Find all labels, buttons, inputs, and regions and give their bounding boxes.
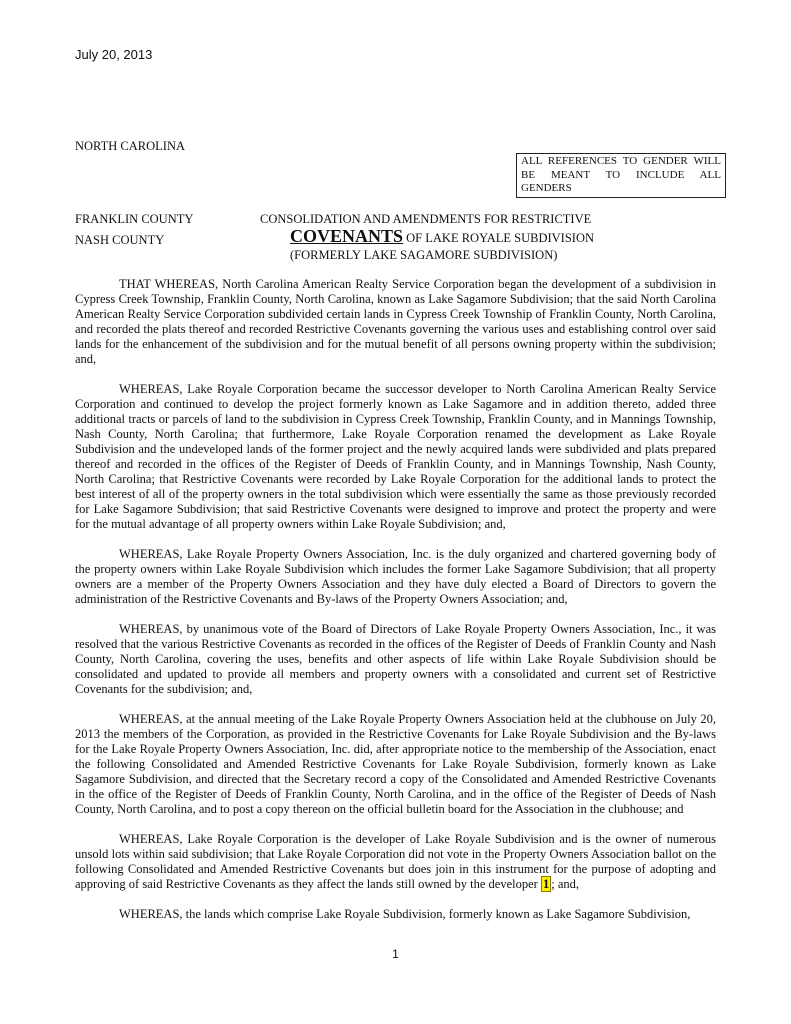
document-body [75,277,716,937]
title-line-2 [290,226,594,247]
paragraph: WHEREAS, Lake Royale Corporation became the successor developer to North Carolina American Realty Service Corporation and continued to develop the project formerly known as Lake Sagamore and in addition thereto, added three additional tracts or parcels of land to the subdivision in Cypress Creek Township, Franklin County, and in Mannings Township, Nash County, North Carolina; that furthermore, Lake Royale Corporation renamed the development as Lake Royale Subdivision and the undeveloped lands of the former project and the newly acquired lands were subdivided and plats prepared thereof and recorded in the offices of the Register of Deeds of Franklin County, and in Mannings Township, Nash County, North Carolina; that Restrictive Covenants were recorded by Lake Royale Corporation for the additional lands to protect the best interest of all of the property owners in the total subdivision which were essentially the same as those previously recorded for Lake Sagamore Subdivision; that said Restrictive Covenants were designed to improve and protect the property and were for the mutual advantage of all property owners within Lake Royale Subdivision; and, [75,382,716,531]
highlighted-footnote-marker[interactable]: 1 [542,877,550,891]
title-line-1: CONSOLIDATION AND AMENDMENTS FOR RESTRICTIVE [260,212,592,226]
title-covenants: COVENANTS [290,226,404,246]
paragraph: WHEREAS, by unanimous vote of the Board of Directors of Lake Royale Property Owners Association, Inc., it was resolved that the various Restrictive Covenants as recorded in the offices of the Register of Deeds of Franklin County and Nash County, North Carolina, covering the uses, benefits and other aspects of life within Lake Royale Subdivision should be consolidated and updated to provide all members and property owners with a consolidated and current set of Restrictive Covenants for the subdivision; and, [75,622,716,696]
paragraph: WHEREAS, at the annual meeting of the Lake Royale Property Owners Association held at the clubhouse on July 20, 2013 the members of the Corporation, as provided in the Restrictive Covenants for Lake Royale Subdivision and the By-laws for the Lake Royale Property Owners Association, Inc. did, after appropriate notice to the membership of the Association, enact the following Consolidated and Amended Restrictive Covenants for Lake Royale Subdivision, formerly known as Lake Sagamore Subdivision, and directed that the Secretary record a copy of the Consolidated and Amended Restrictive Covenants in the office of the Register of Deeds of Franklin County, North Carolina, and in the office of the Register of Deeds of Nash County, North Carolina, and to post a copy thereon on the official bulletin board for the Association in the clubhouse; and [75,712,716,816]
header-date: July 20, 2013 [75,47,153,62]
paragraph-6-text: WHEREAS, Lake Royale Corporation is the developer of Lake Royale Subdivision and is the owner of numerous unsold lots within said subdivision; that Lake Royale Corporation did not vote in the Property Owners Association ballot on the following Consolidated and Amended Restrictive Covenants but does join in this instrument for the purpose of adopting and approving of said Restrictive Covenants as they affect the lands still owned by the developer [75,832,716,891]
title-line-3: (FORMERLY LAKE SAGAMORE SUBDIVISION) [290,248,558,262]
county-nash: NASH COUNTY [75,233,165,247]
paragraph: WHEREAS, the lands which comprise Lake Royale Subdivision, formerly known as Lake Sagamore Subdivision, [119,907,691,921]
county-franklin: FRANKLIN COUNTY [75,212,194,226]
paragraph-6-end: ; and, [551,877,579,891]
page-number: 1 [392,947,399,961]
state-heading: NORTH CAROLINA [75,139,186,153]
paragraph: THAT WHEREAS, North Carolina American Realty Service Corporation began the development of a subdivision in Cypress Creek Township, Franklin County, North Carolina, known as Lake Sagamore Subdivision; that the said North Carolina American Realty Service Corporation subdivided certain lands in Cypress Creek Township of Franklin County, North Carolina, and recorded the plats thereof and recorded Restrictive Covenants governing the various uses and establishing control over said lands for the enhancement of the subdivision and for the mutual benefit of all persons owning property within the subdivision; and, [75,277,716,366]
paragraph [75,832,716,892]
title-line-2-rest: OF LAKE ROYALE SUBDIVISION [403,231,595,245]
paragraph: WHEREAS, Lake Royale Property Owners Association, Inc. is the duly organized and chartered governing body of the property owners within Lake Royale Subdivision which includes the former Lake Sagamore Subdivision; that all property owners are a member of the Property Owners Association and they have duly elected a Board of Directors to govern the administration of the Restrictive Covenants and By-laws of the Property Owners Association; and, [75,547,716,606]
gender-notice-box: ALL REFERENCES TO GENDER WILL BE MEANT TO INCLUDE ALL GENDERS [516,153,726,198]
